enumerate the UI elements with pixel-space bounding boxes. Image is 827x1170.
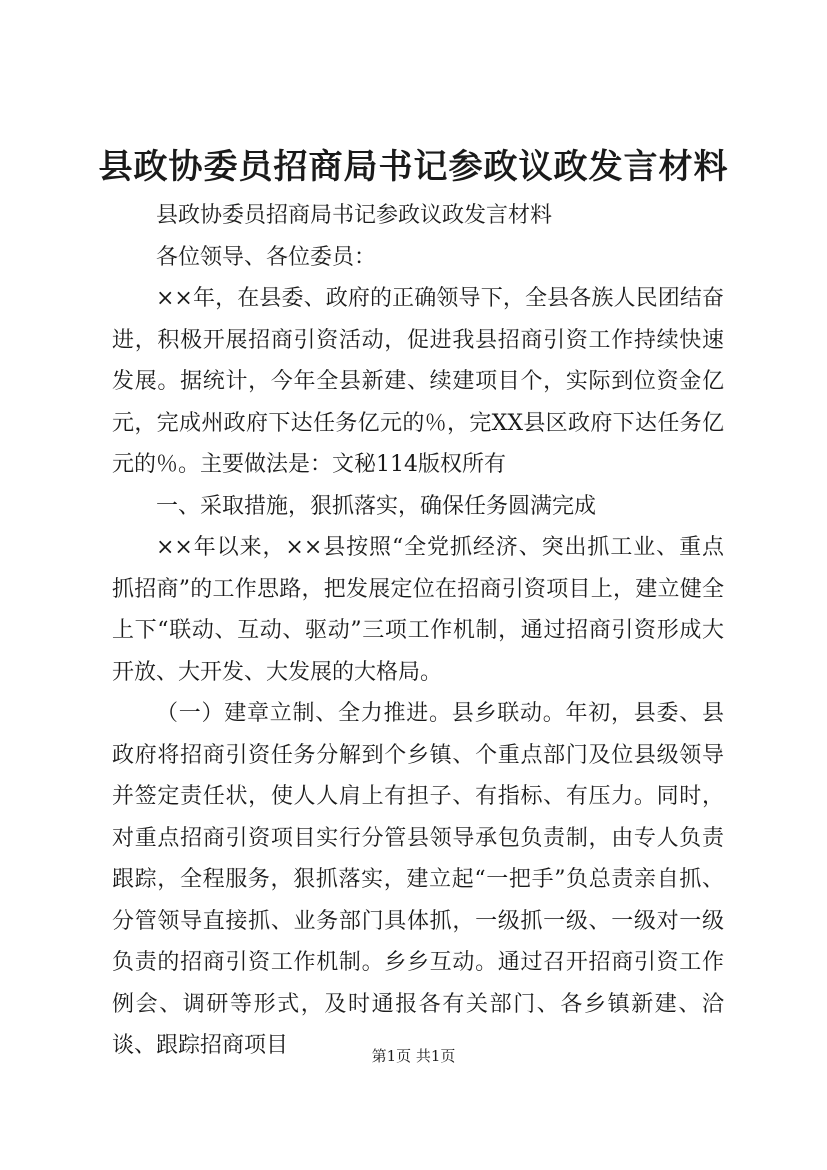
body-paragraph: ××年，在县委、政府的正确领导下，全县各族人民团结奋进，积极开展招商引资活动，促进我县招商引资工作持续快速发展。据统计，今年全县新建、续建项目个，实际到位资金亿元，完成州政府下达任务亿元的％，完XX县区政府下达任务亿元的％。主要做法是：文秘114版权所有 bbox=[112, 286, 724, 477]
section-heading: 一、采取措施，狠抓落实，确保任务圆满完成 bbox=[156, 493, 597, 519]
body-paragraph: （一）建章立制、全力推进。县乡联动。年初，县委、县政府将招商引资任务分解到个乡镇、个重点部门及位县级领导并签定责任状，使人人肩上有担子、有指标、有压力。同时，对重点招商引资项目实行分管县领导承包负责制，由专人负责跟踪，全程服务，狠抓落实，建立起“一把手”负总责亲自抓、分管领导直接抓、业务部门具体抓，一级抓一级、一级对一级负责的招商引资工作机制。乡乡互动。通过召开招商引资工作例会、调研等形式，及时通报各有关部门、各乡镇新建、洽谈、跟踪招商项目 bbox=[112, 701, 724, 1058]
document-title: 县政协委员招商局书记参政议政发言材料 bbox=[98, 147, 729, 187]
page-footer: 第1页 共1页 bbox=[371, 1047, 456, 1065]
salutation-paragraph: 各位领导、各位委员： bbox=[156, 244, 377, 270]
document-body bbox=[112, 195, 724, 1067]
subtitle-paragraph: 县政协委员招商局书记参政议政发言材料 bbox=[156, 203, 553, 228]
body-paragraph: ××年以来，××县按照“全党抓经济、突出抓工业、重点抓招商”的工作思路，把发展定位在招商引资项目上，建立健全上下“联动、互动、驱动”三项工作机制，通过招商引资形成大开放、大开发、大发展的大格局。 bbox=[112, 535, 724, 685]
